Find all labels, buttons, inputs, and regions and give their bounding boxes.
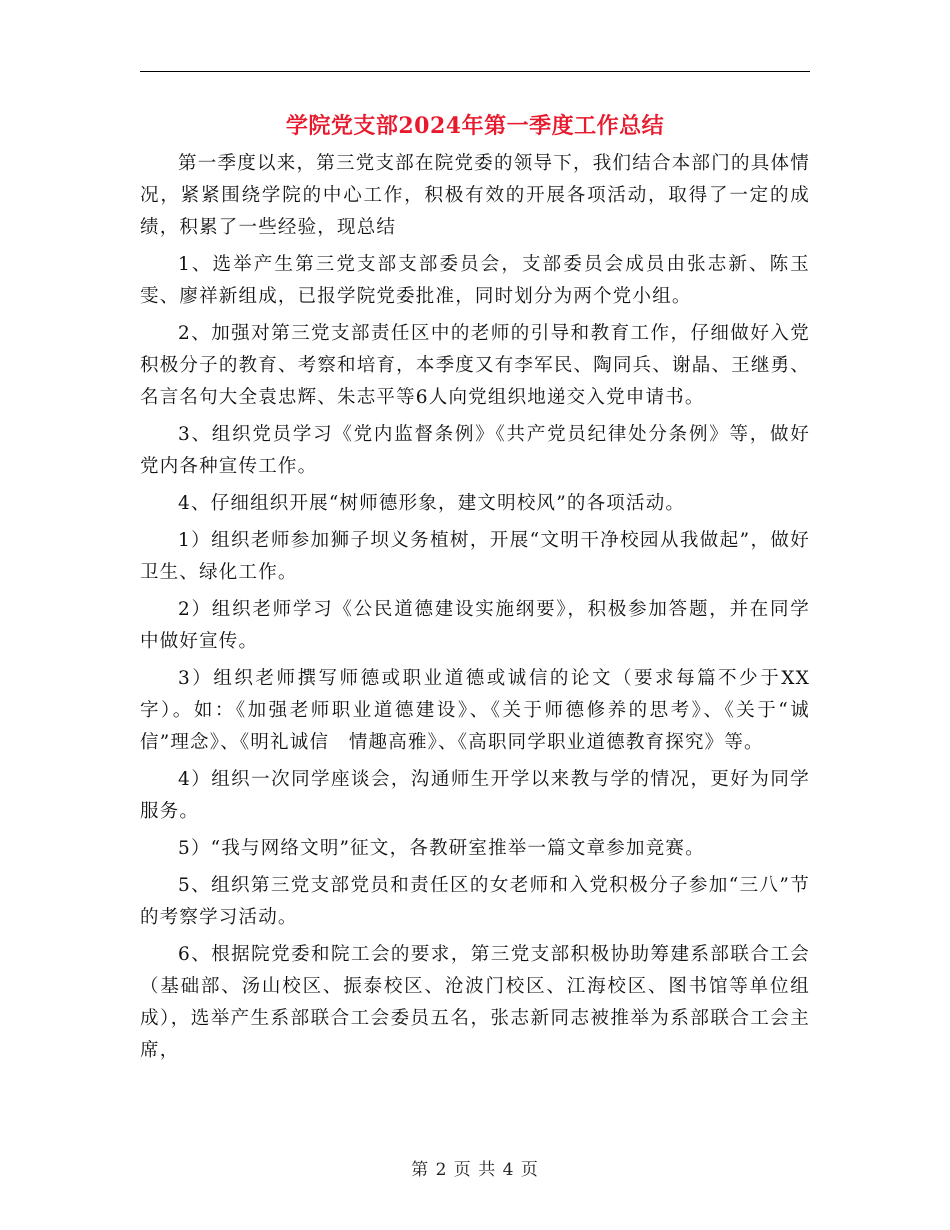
paragraph-item-3: 3、组织党员学习《党内监督条例》《共产党员纪律处分条例》等，做好党内各种宣传工作。: [140, 424, 810, 477]
paragraph-item-5: 5、组织第三党支部党员和责任区的女老师和入党积极分子参加“三八”节的考察学习活动。: [140, 875, 810, 928]
paragraph-subitem-3: 3）组织老师撰写师德或职业道德或诚信的论文（要求每篇不少于XX字）。如：《加强老师职业道德建设》、《关于师德修养的思考》、《关于“诚信”理念》、《明礼诚信 情趣高雅》、《高职同学职业道德教育探究》等。: [140, 668, 810, 753]
paragraph-subitem-5: 5）“我与网络文明”征文，各教研室推举一篇文章参加竞赛。: [178, 838, 705, 859]
document-title: 学院党支部2024年第一季度工作总结: [285, 113, 665, 139]
paragraph-item-1: 1、选举产生第三党支部支部委员会，支部委员会成员由张志新、陈玉雯、廖祥新组成，已报学院党委批准，同时划分为两个党小组。: [140, 254, 810, 307]
paragraph-item-2: 2、加强对第三党支部责任区中的老师的引导和教育工作，仔细做好入党积极分子的教育、考察和培育，本季度又有李军民、陶同兵、谢晶、王继勇、名言名句大全袁忠辉、朱志平等6人向党组织地递交入党申请书。: [140, 323, 810, 408]
paragraph-item-6: 6、根据院党委和院工会的要求，第三党支部积极协助筹建系部联合工会（基础部、汤山校区、振泰校区、沧波门校区、江海校区、图书馆等单位组成），选举产生系部联合工会委员五名，张志新同志被推举为系部联合工会主席，: [140, 944, 810, 1061]
page-number-footer: 第 2 页 共 4 页: [411, 1160, 539, 1180]
paragraph-subitem-4: 4）组织一次同学座谈会，沟通师生开学以来教与学的情况，更好为同学服务。: [140, 769, 810, 822]
header-rule: [140, 71, 810, 72]
paragraph-subitem-1: 1）组织老师参加狮子坝义务植树，开展“文明干净校园从我做起”，做好卫生、绿化工作。: [140, 530, 810, 583]
document-body: [140, 148, 810, 1072]
paragraph-subitem-2: 2）组织老师学习《公民道德建设实施纲要》，积极参加答题，并在同学中做好宣传。: [140, 599, 810, 652]
paragraph-item-4: 4、仔细组织开展“树师德形象，建文明校风”的各项活动。: [178, 493, 686, 514]
paragraph-intro: 第一季度以来，第三党支部在院党委的领导下，我们结合本部门的具体情况，紧紧围绕学院的中心工作，积极有效的开展各项活动，取得了一定的成绩，积累了一些经验，现总结: [140, 153, 810, 238]
